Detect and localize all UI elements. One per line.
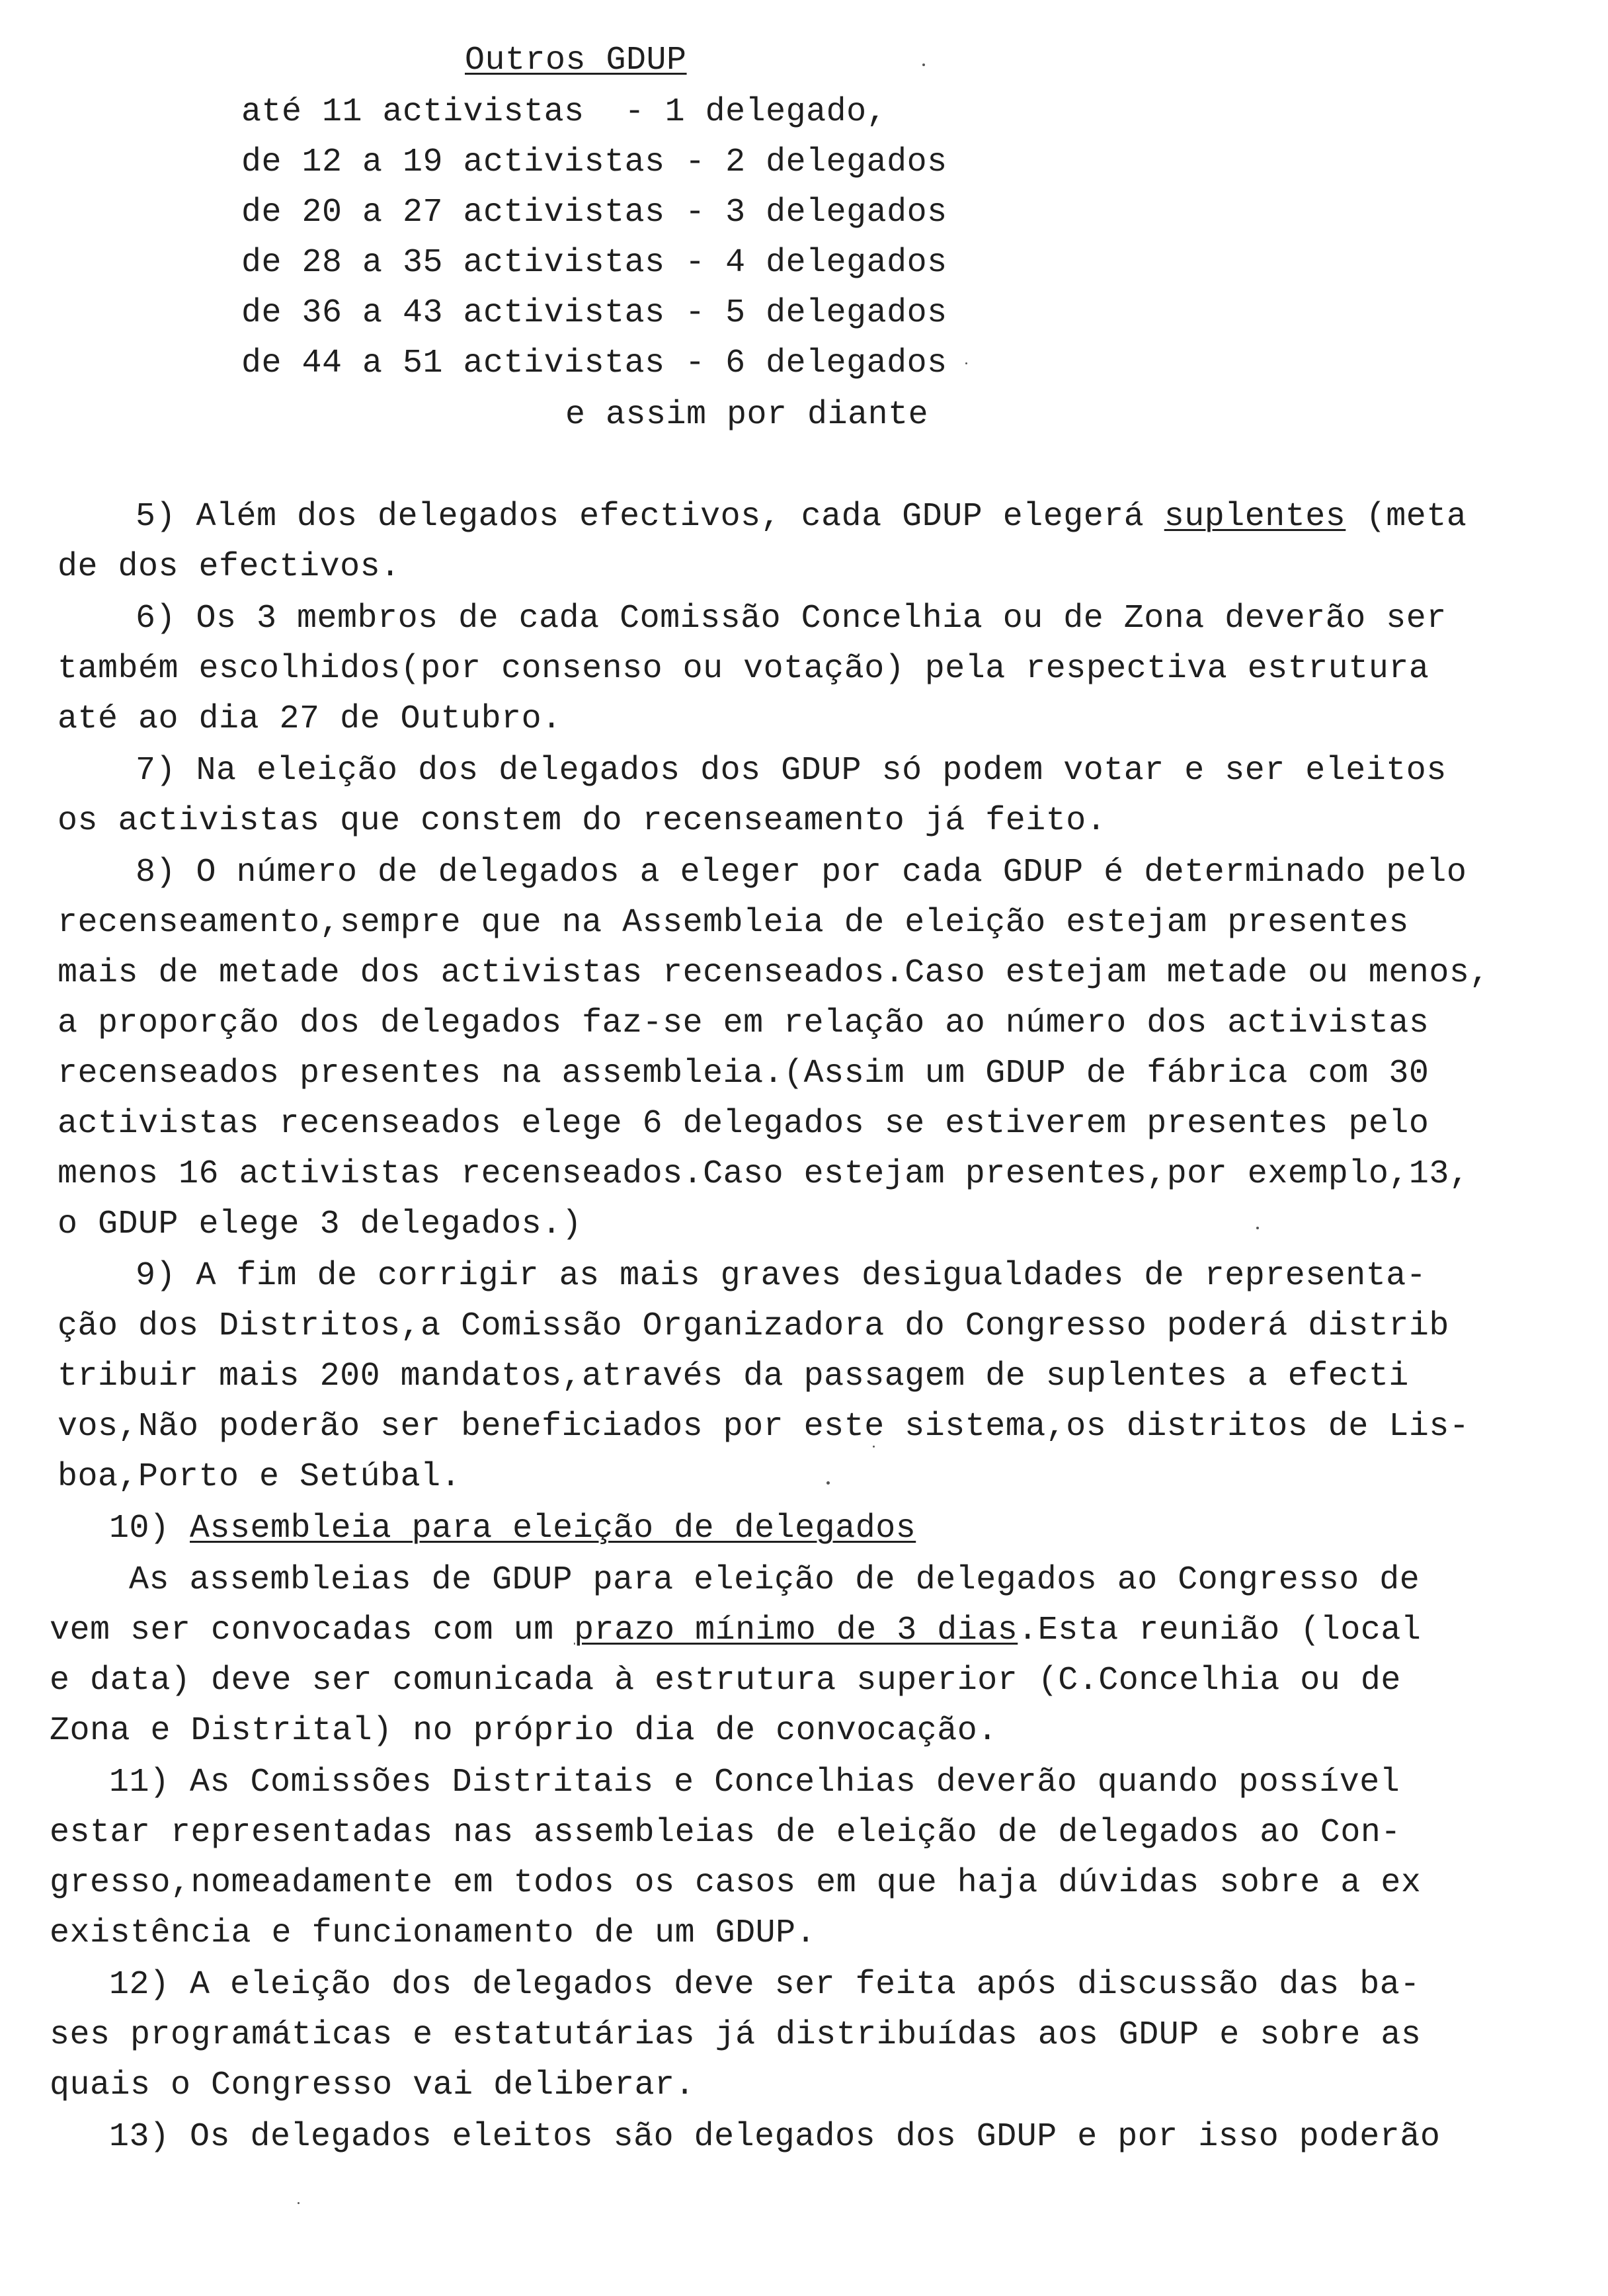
paragraph-5-line: de dos efectivos. bbox=[58, 548, 401, 586]
paragraph-8-line: o GDUP elege 3 delegados.) bbox=[58, 1206, 583, 1243]
paragraph-9-line: vos,Não poderão ser beneficiados por este sistema,os distritos de Lis- bbox=[58, 1408, 1470, 1446]
table-row: de 28 a 35 activistas - 4 delegados bbox=[241, 244, 947, 282]
table-footer: e assim por diante bbox=[565, 396, 929, 434]
table-row: até 11 activistas - 1 delegado, bbox=[241, 93, 887, 131]
paragraph-11-line: 11) As Comissões Distritais e Concelhias deverão quando possível bbox=[109, 1764, 1400, 1801]
paragraph-11-line: gresso,nomeadamente em todos os casos em que haja dúvidas sobre a ex bbox=[50, 1864, 1422, 1902]
paragraph-7-line: os activistas que constem do recenseamento já feito. bbox=[58, 802, 1107, 840]
paragraph-8-line: 8) O número de delegados a eleger por cada GDUP é determinado pelo bbox=[136, 854, 1467, 891]
paragraph-10-line: As assembleias de GDUP para eleição de delegados ao Congresso de bbox=[129, 1561, 1420, 1599]
table-row: de 12 a 19 activistas - 2 delegados bbox=[241, 144, 947, 181]
paragraph-12-line: ses programáticas e estatutárias já distribuídas aos GDUP e sobre as bbox=[50, 2016, 1422, 2054]
underlined-title: Assembleia para eleição de delegados bbox=[190, 1510, 916, 1547]
paragraph-11-line: estar representadas nas assembleias de eleição de delegados ao Con- bbox=[50, 1814, 1401, 1852]
underlined-term: prazo mínimo de 3 dias bbox=[574, 1612, 1018, 1649]
paragraph-8-line: mais de metade dos activistas recenseados.Caso estejam metade ou menos, bbox=[58, 954, 1490, 992]
paragraph-6-line: até ao dia 27 de Outubro. bbox=[58, 700, 562, 738]
paragraph-6-line: 6) Os 3 membros de cada Comissão Concelhia ou de Zona deverão ser bbox=[136, 600, 1447, 637]
paragraph-13-line: 13) Os delegados eleitos são delegados dos GDUP e por isso poderão bbox=[109, 2118, 1441, 2156]
paragraph-10-line: vem ser convocadas com um prazo mínimo de 3 dias.Esta reunião (local bbox=[50, 1612, 1422, 1649]
paragraph-10-line: Zona e Distrital) no próprio dia de convocação. bbox=[50, 1712, 998, 1750]
section-heading: Outros GDUP bbox=[465, 42, 687, 79]
underlined-term: suplentes bbox=[1164, 498, 1346, 536]
table-row: de 36 a 43 activistas - 5 delegados bbox=[241, 294, 947, 332]
paragraph-9-line: 9) A fim de corrigir as mais graves desigualdades de representa- bbox=[136, 1257, 1427, 1295]
paragraph-9-line: ção dos Distritos,a Comissão Organizadora do Congresso poderá distrib bbox=[58, 1307, 1449, 1345]
paragraph-8-line: recenseados presentes na assembleia.(Assim um GDUP de fábrica com 30 bbox=[58, 1055, 1429, 1092]
paragraph-12-line: 12) A eleição dos delegados deve ser feita após discussão das ba- bbox=[109, 1966, 1420, 2004]
paragraph-8-line: a proporção dos delegados faz-se em relação ao número dos activistas bbox=[58, 1004, 1429, 1042]
paragraph-9-line: boa,Porto e Setúbal. bbox=[58, 1458, 462, 1496]
scan-speck bbox=[1256, 1227, 1259, 1229]
scan-speck bbox=[922, 63, 925, 66]
paragraph-12-line: quais o Congresso vai deliberar. bbox=[50, 2067, 696, 2104]
paragraph-8-line: activistas recenseados elege 6 delegados se estiverem presentes pelo bbox=[58, 1105, 1429, 1143]
paragraph-7-line: 7) Na eleição dos delegados dos GDUP só podem votar e ser eleitos bbox=[136, 752, 1447, 790]
paragraph-11-line: existência e funcionamento de um GDUP. bbox=[50, 1914, 817, 1952]
table-row: de 44 a 51 activistas - 6 delegados bbox=[241, 345, 947, 382]
scan-speck bbox=[965, 362, 967, 364]
paragraph-6-line: também escolhidos(por consenso ou votação) pela respectiva estrutura bbox=[58, 650, 1429, 688]
paragraph-10-line: e data) deve ser comunicada à estrutura superior (C.Concelhia ou de bbox=[50, 1662, 1401, 1700]
scan-speck bbox=[298, 2202, 300, 2204]
scan-speck bbox=[873, 1446, 875, 1448]
paragraph-5-line: 5) Além dos delegados efectivos, cada GDUP elegerá suplentes (meta bbox=[136, 498, 1467, 536]
scan-speck bbox=[826, 1481, 830, 1485]
paragraph-8-line: menos 16 activistas recenseados.Caso estejam presentes,por exemplo,13, bbox=[58, 1155, 1470, 1193]
paragraph-8-line: recenseamento,sempre que na Assembleia de eleição estejam presentes bbox=[58, 904, 1409, 942]
paragraph-9-line: tribuir mais 200 mandatos,através da passagem de suplentes a efecti bbox=[58, 1358, 1409, 1395]
paragraph-10-heading: 10) Assembleia para eleição de delegados bbox=[109, 1510, 916, 1547]
table-row: de 20 a 27 activistas - 3 delegados bbox=[241, 194, 947, 231]
